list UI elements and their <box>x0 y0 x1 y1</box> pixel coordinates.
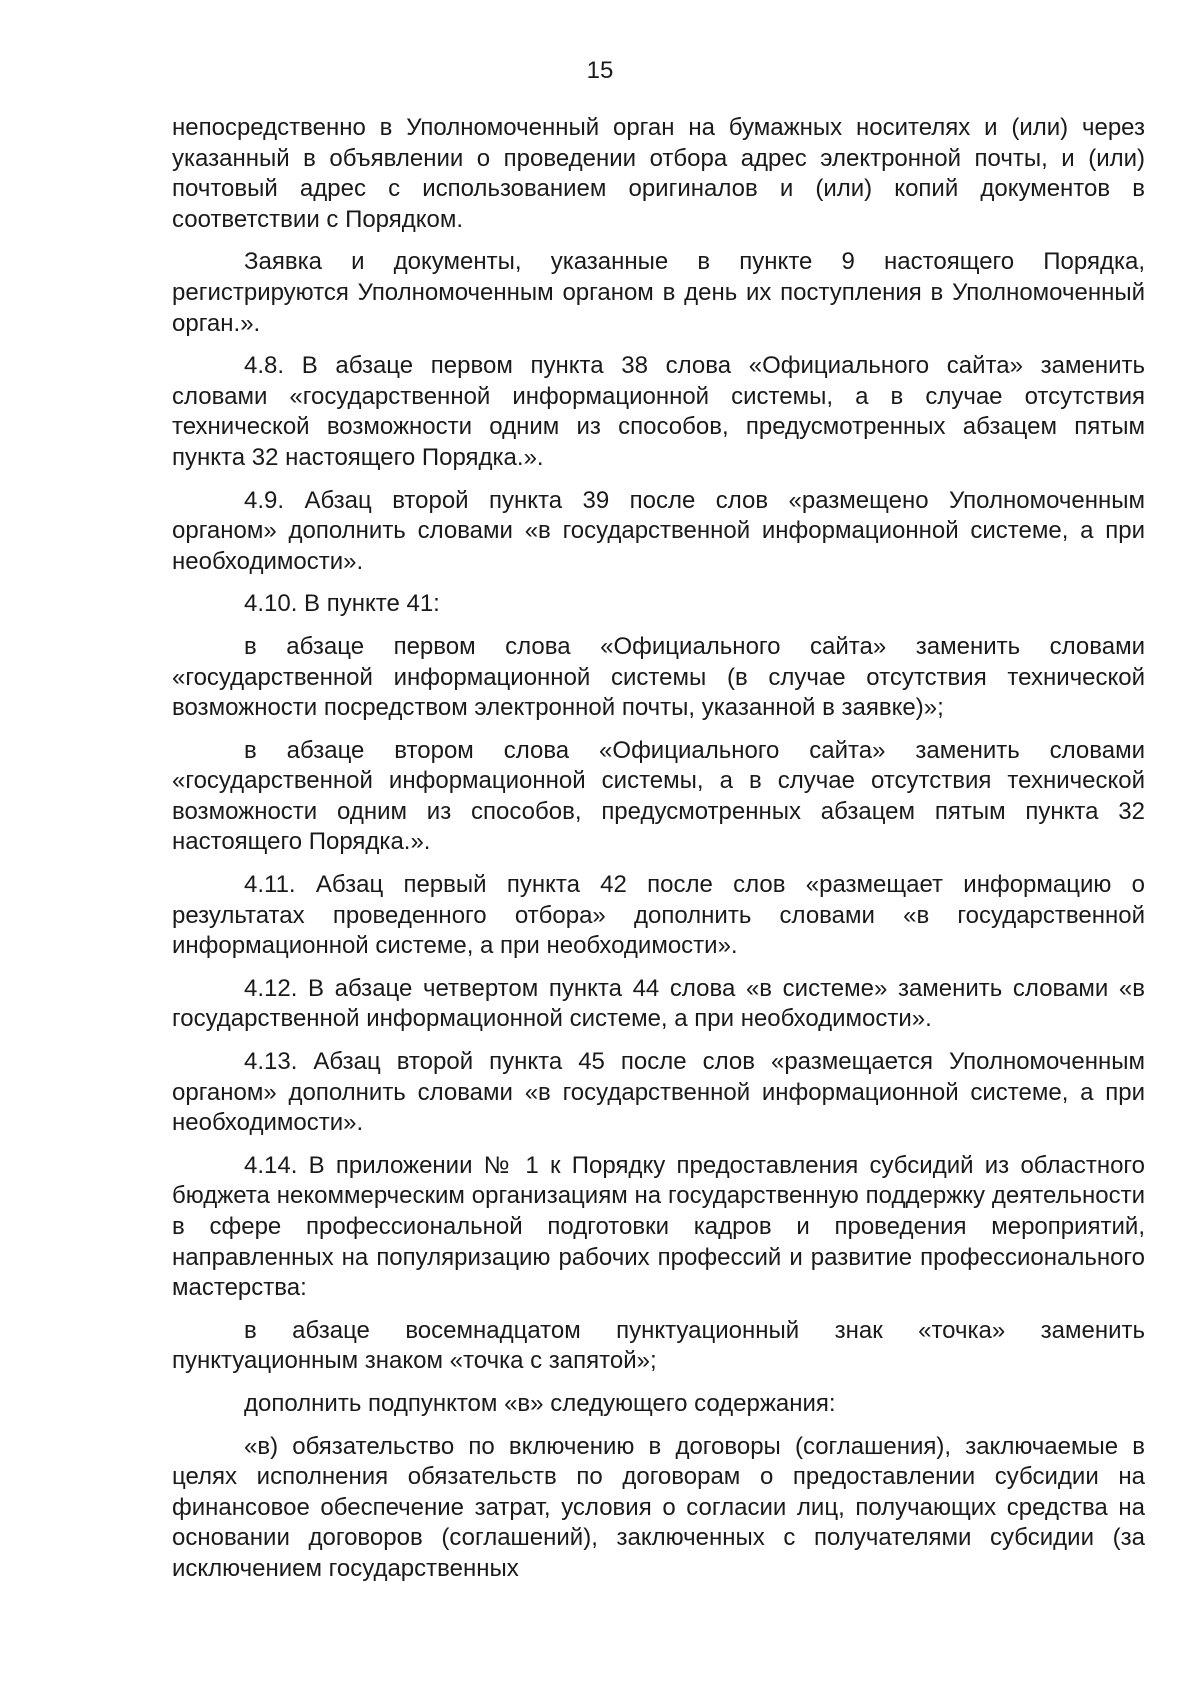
paragraph-subpoint-v: «в) обязательство по включению в договоры (соглашения), заключаемые в целях исполнения обязательств по договорам о предоставлении субсидии на финансовое обеспечение затрат, условия о согласии лиц, получающих средства на основании договоров (соглашений), заключенных с получателями субсидии (за исключением государственных <box>172 1432 1145 1582</box>
page-number: 15 <box>586 57 614 84</box>
paragraph-4-10-first-abzac: в абзаце первом слова «Официального сайта» заменить словами «государственной информационной системы (в случае отсутствия технической возможности посредством электронной почты, указанной в заявке)»; <box>172 632 1145 722</box>
paragraph-registration: Заявка и документы, указанные в пункте 9 настоящего Порядка, регистрируются Уполномоченным органом в день их поступления в Уполномоченный орган.». <box>172 248 1145 337</box>
paragraph-4-14-eighteenth-abzac: в абзаце восемнадцатом пунктуационный знак «точка» заменить пунктуационным знаком «точка с запятой»; <box>172 1316 1145 1375</box>
paragraph-continuation: непосредственно в Уполномоченный орган на бумажных носителях и (или) через указанный в объявлении о проведении отбора адрес электронной почты, и (или) почтовый адрес с использованием оригиналов и (или) копий документов в соответствии с Порядком. <box>172 114 1145 233</box>
paragraph-4-14-add-subpoint: дополнить подпунктом «в» следующего содержания: <box>244 1389 836 1417</box>
paragraph-4-10-second-abzac: в абзаце втором слова «Официального сайта» заменить словами «государственной информационной системы, а в случае отсутствия технической возможности одним из способов, предусмотренных абзацем пятым пункта 32 настоящего Порядка.». <box>172 736 1145 856</box>
paragraph-4-14: 4.14. В приложении № 1 к Порядку предоставления субсидий из областного бюджета некоммерческим организациям на государственную поддержку деятельности в сфере профессиональной подготовки кадров и проведения мероприятий, направленных на популяризацию рабочих профессий и развитие профессионального мастерства: <box>172 1151 1145 1302</box>
paragraph-4-13: 4.13. Абзац второй пункта 45 после слов «размещается Уполномоченным органом» дополнить словами «в государственной информационной системе, а при необходимости». <box>172 1048 1145 1137</box>
paragraph-4-12: 4.12. В абзаце четвертом пункта 44 слова «в системе» заменить словами «в государственной информационной системе, а при необходимости». <box>172 974 1145 1033</box>
paragraph-4-9: 4.9. Абзац второй пункта 39 после слов «размещено Уполномоченным органом» дополнить словами «в государственной информационной системе, а при необходимости». <box>172 486 1145 575</box>
paragraph-4-10: 4.10. В пункте 41: <box>244 590 440 618</box>
paragraph-4-8: 4.8. В абзаце первом пункта 38 слова «Официального сайта» заменить словами «государственной информационной системы, а в случае отсутствия технической возможности одним из способов, предусмотренных абзацем пятым пункта 32 настоящего Порядка.». <box>172 352 1145 471</box>
document-body <box>172 113 1145 1597</box>
paragraph-4-11: 4.11. Абзац первый пункта 42 после слов «размещает информацию о результатах проведенного отбора» дополнить словами «в государственной информационной системе, а при необходимости». <box>172 871 1145 960</box>
